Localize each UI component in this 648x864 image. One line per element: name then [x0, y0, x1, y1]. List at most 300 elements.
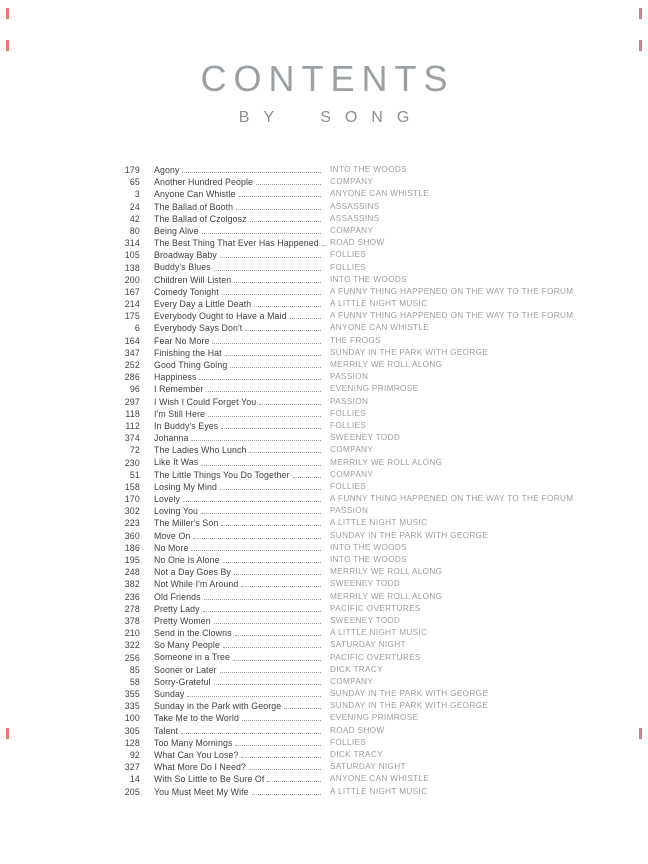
song-page-number: 170: [124, 494, 140, 505]
song-page-number: 80: [129, 225, 140, 236]
dot-leader: [235, 635, 321, 636]
show-name: MERRILY WE ROLL ALONG: [330, 567, 443, 577]
song-page-number: 138: [124, 262, 140, 273]
song-page-number: 14: [129, 774, 140, 785]
show-name: PASSION: [330, 372, 369, 382]
song-title-block: [154, 517, 326, 529]
song-page-number: 214: [124, 299, 140, 310]
toc-row: [0, 700, 648, 712]
show-name: MERRILY WE ROLL ALONG: [330, 591, 443, 601]
toc-row: [0, 761, 648, 773]
song-title: With So Little to Be Sure Of: [154, 774, 265, 785]
toc-row: [0, 749, 648, 761]
toc-row: [0, 188, 648, 200]
show-name: COMPANY: [330, 225, 374, 235]
song-title-block: [154, 322, 326, 334]
toc-row: [0, 469, 648, 481]
dot-leader: [259, 404, 321, 405]
song-page-number: 314: [124, 238, 140, 249]
toc-row: [0, 517, 648, 529]
song-title: The Miller's Son: [154, 518, 219, 529]
dot-leader: [284, 708, 321, 709]
show-name: FOLLIES: [330, 737, 367, 747]
song-title: No More: [154, 542, 189, 553]
dot-leader: [220, 672, 321, 673]
dot-leader: [236, 209, 321, 210]
dot-leader: [241, 757, 321, 758]
song-title-block: [154, 493, 326, 505]
toc-row: [0, 505, 648, 517]
song-page-number: 186: [124, 542, 140, 553]
song-page-number: 100: [124, 713, 140, 724]
dot-leader: [223, 562, 321, 563]
song-title-block: [154, 700, 326, 712]
song-title-block: [154, 225, 326, 237]
dot-leader: [234, 574, 321, 575]
song-title-block: [154, 396, 326, 408]
toc-row: [0, 298, 648, 310]
song-title-block: [154, 298, 326, 310]
song-title-block: [154, 712, 326, 724]
dot-leader: [204, 599, 321, 600]
song-title-block: [154, 664, 326, 676]
song-page-number: 355: [124, 689, 140, 700]
song-title: Children Will Listen: [154, 274, 232, 285]
song-title: Sooner or Later: [154, 664, 217, 675]
song-title-block: [154, 213, 326, 225]
show-name: A FUNNY THING HAPPENED ON THE WAY TO THE FORUM: [330, 286, 574, 296]
song-title: Another Hundred People: [154, 177, 254, 188]
song-title: Move On: [154, 530, 191, 541]
song-title-block: [154, 432, 326, 444]
song-title: I Wish I Could Forget You: [154, 396, 257, 407]
dot-leader: [250, 221, 321, 222]
song-title-block: [154, 444, 326, 456]
song-title: Lovely: [154, 494, 181, 505]
toc-row: [0, 408, 648, 420]
song-title: Broadway Baby: [154, 250, 217, 261]
show-name: COMPANY: [330, 177, 374, 187]
dot-leader: [203, 611, 321, 612]
song-page-number: 210: [124, 628, 140, 639]
dot-leader: [193, 538, 321, 539]
toc-row: [0, 335, 648, 347]
song-title-block: [154, 578, 326, 590]
toc-row: [0, 603, 648, 615]
toc-row: [0, 688, 648, 700]
song-page-number: 327: [124, 762, 140, 773]
dot-leader: [233, 660, 321, 661]
song-page-number: 3: [134, 189, 140, 200]
song-title: The Little Things You Do Together: [154, 469, 290, 480]
toc-row: [0, 225, 648, 237]
song-page-number: 205: [124, 786, 140, 797]
song-title: Not While I'm Around: [154, 579, 239, 590]
song-page-number: 252: [124, 360, 140, 370]
toc-row: [0, 164, 648, 176]
song-page-number: 236: [124, 591, 140, 602]
show-name: COMPANY: [330, 676, 374, 686]
show-name: INTO THE WOODS: [330, 274, 407, 284]
toc-row: [0, 493, 648, 505]
song-title: Like It Was: [154, 457, 199, 468]
toc-row: [0, 676, 648, 688]
dot-leader: [230, 367, 321, 368]
song-title: The Best Thing That Ever Has Happened: [154, 238, 319, 249]
song-title-block: [154, 652, 326, 664]
dot-leader: [245, 330, 321, 331]
dot-leader: [252, 794, 321, 795]
toc-row: [0, 615, 648, 627]
song-page-number: 378: [124, 615, 140, 626]
song-page-number: 85: [129, 664, 140, 675]
toc-row: [0, 481, 648, 493]
song-title-block: [154, 359, 326, 371]
toc-row: [0, 457, 648, 469]
dot-leader: [214, 684, 321, 685]
song-page-number: 286: [124, 372, 140, 383]
song-title-block: [154, 188, 326, 200]
song-title: In Buddy's Eyes: [154, 420, 219, 431]
song-title: Everybody Ought to Have a Maid: [154, 311, 287, 322]
song-page-number: 223: [124, 518, 140, 529]
show-name: A LITTLE NIGHT MUSIC: [330, 518, 428, 528]
dot-leader: [249, 452, 321, 453]
toc-row: [0, 578, 648, 590]
show-name: DICK TRACY: [330, 664, 383, 674]
show-name: FOLLIES: [330, 481, 367, 491]
song-page-number: 175: [124, 311, 140, 322]
show-name: THE FROGS: [330, 335, 381, 345]
song-page-number: 92: [129, 750, 140, 760]
dot-leader: [242, 720, 321, 721]
song-title: The Ladies Who Lunch: [154, 445, 247, 456]
song-page-number: 167: [124, 286, 140, 297]
toc-row: [0, 286, 648, 298]
show-name: SUNDAY IN THE PARK WITH GEORGE: [330, 347, 489, 357]
song-page-number: 24: [129, 201, 140, 212]
song-page-number: 278: [124, 603, 140, 614]
dot-leader: [182, 172, 321, 173]
dot-leader: [191, 550, 321, 551]
song-title: Comedy Tonight: [154, 286, 219, 297]
toc-row: [0, 359, 648, 371]
show-name: ROAD SHOW: [330, 238, 385, 248]
show-name: SUNDAY IN THE PARK WITH GEORGE: [330, 701, 489, 711]
show-name: ANYONE CAN WHISTLE: [330, 774, 430, 784]
show-name: PACIFIC OVERTURES: [330, 652, 421, 662]
toc-row: [0, 444, 648, 456]
show-name: MERRILY WE ROLL ALONG: [330, 457, 443, 467]
dot-leader: [183, 501, 321, 502]
song-title-block: [154, 554, 326, 566]
toc-row: [0, 664, 648, 676]
dot-leader: [290, 318, 321, 319]
song-title: Not a Day Goes By: [154, 567, 231, 578]
song-title-block: [154, 176, 326, 188]
dot-leader: [214, 623, 321, 624]
song-title-block: [154, 457, 326, 469]
song-title: Take Me to the World: [154, 713, 239, 724]
song-title-block: [154, 310, 326, 322]
dot-leader: [249, 769, 321, 770]
show-name: PACIFIC OVERTURES: [330, 603, 421, 613]
dot-leader: [293, 477, 321, 478]
song-title: No One Is Alone: [154, 554, 220, 565]
song-title: Loving You: [154, 506, 199, 517]
song-title-block: [154, 688, 326, 700]
toc-row: [0, 591, 648, 603]
show-name: A LITTLE NIGHT MUSIC: [330, 786, 428, 796]
show-name: SWEENEY TODD: [330, 615, 401, 625]
song-title-block: [154, 725, 326, 737]
show-name: A LITTLE NIGHT MUSIC: [330, 299, 428, 309]
song-title: Send in the Clowns: [154, 628, 232, 639]
song-page-number: 256: [124, 652, 140, 663]
dot-leader: [241, 586, 321, 587]
dot-leader: [201, 513, 321, 514]
song-title: Old Friends: [154, 591, 201, 602]
show-name: DICK TRACY: [330, 750, 383, 759]
toc-row: [0, 310, 648, 322]
song-title: What Can You Lose?: [154, 749, 239, 760]
song-title-block: [154, 761, 326, 773]
dot-leader: [256, 184, 321, 185]
show-name: EVENING PRIMROSE: [330, 713, 419, 723]
dot-leader: [267, 781, 321, 782]
dot-leader: [254, 306, 321, 307]
dot-leader: [239, 196, 321, 197]
song-page-number: 200: [124, 274, 140, 285]
song-title: Someone in a Tree: [154, 652, 231, 663]
song-title: Talent: [154, 725, 179, 736]
dot-leader: [220, 257, 321, 258]
song-title-block: [154, 383, 326, 395]
toc-row: [0, 566, 648, 578]
song-title-block: [154, 773, 326, 785]
song-title: Johanna: [154, 433, 189, 444]
toc-row: [0, 773, 648, 785]
song-title-block: [154, 591, 326, 603]
song-title: Too Many Mornings: [154, 737, 233, 748]
song-title: You Must Meet My Wife: [154, 786, 249, 797]
song-page-number: 105: [124, 250, 140, 261]
dot-leader: [199, 379, 321, 380]
dot-leader: [214, 270, 321, 271]
toc-row: [0, 371, 648, 383]
toc-row: [0, 432, 648, 444]
song-page-number: 382: [124, 579, 140, 590]
song-title: Being Alive: [154, 225, 199, 236]
dot-leader: [221, 525, 321, 526]
song-title: Every Day a Little Death: [154, 299, 252, 310]
song-title-block: [154, 639, 326, 651]
show-name: SUNDAY IN THE PARK WITH GEORGE: [330, 689, 489, 699]
toc-row: [0, 652, 648, 664]
toc-row: [0, 201, 648, 213]
song-title-block: [154, 469, 326, 481]
toc-row: [0, 237, 648, 249]
song-title-block: [154, 249, 326, 261]
song-page-number: 42: [129, 213, 140, 224]
song-page-number: 58: [129, 676, 140, 687]
song-title-block: [154, 615, 326, 627]
dot-leader: [187, 696, 321, 697]
toc-row: [0, 262, 648, 274]
dot-leader: [225, 355, 321, 356]
toc-row: [0, 737, 648, 749]
show-name: INTO THE WOODS: [330, 165, 407, 174]
song-page-number: 195: [124, 555, 140, 565]
dot-leader: [181, 733, 321, 734]
song-title: Happiness: [154, 372, 197, 383]
song-title: Losing My Mind: [154, 481, 218, 492]
song-title-block: [154, 347, 326, 359]
dot-leader: [223, 647, 321, 648]
song-title-block: [154, 201, 326, 213]
registration-mark: [639, 40, 642, 51]
show-name: A FUNNY THING HAPPENED ON THE WAY TO THE FORUM: [330, 494, 574, 504]
registration-mark: [6, 40, 9, 51]
song-title: The Ballad of Booth: [154, 201, 234, 212]
toc-row: [0, 554, 648, 566]
dot-leader: [221, 428, 321, 429]
song-title: Good Thing Going: [154, 359, 228, 370]
song-title: I Remember: [154, 384, 204, 395]
dot-leader: [202, 233, 321, 234]
song-title: The Ballad of Czolgosz: [154, 213, 247, 224]
song-title: Sunday in the Park with George: [154, 701, 282, 712]
song-title: Agony: [154, 164, 180, 175]
toc-row: [0, 347, 648, 359]
song-page-number: 335: [124, 701, 140, 712]
dot-leader: [322, 245, 326, 246]
registration-mark: [6, 8, 9, 19]
song-title-block: [154, 286, 326, 298]
song-title-block: [154, 420, 326, 432]
show-name: SATURDAY NIGHT: [330, 762, 406, 772]
song-title-block: [154, 164, 326, 176]
show-name: PASSION: [330, 506, 369, 516]
song-page-number: 51: [129, 469, 140, 480]
song-page-number: 96: [129, 384, 140, 395]
song-title-block: [154, 749, 326, 761]
song-page-number: 230: [124, 457, 140, 468]
show-name: SWEENEY TODD: [330, 433, 401, 443]
toc-row: [0, 383, 648, 395]
song-page-number: 6: [134, 323, 140, 334]
show-name: ASSASSINS: [330, 213, 380, 223]
toc-row: [0, 213, 648, 225]
song-title-block: [154, 408, 326, 420]
song-page-number: 302: [124, 506, 140, 517]
dot-leader: [191, 440, 321, 441]
song-page-number: 164: [124, 335, 140, 346]
dot-leader: [220, 489, 321, 490]
song-title-block: [154, 274, 326, 286]
song-page-number: 128: [124, 737, 140, 748]
song-page-number: 179: [124, 165, 140, 175]
song-page-number: 158: [124, 481, 140, 492]
toc-row: [0, 322, 648, 334]
song-title: Pretty Lady: [154, 603, 200, 614]
toc-row: [0, 420, 648, 432]
song-title-block: [154, 627, 326, 639]
song-title: Everybody Says Don't: [154, 323, 243, 334]
show-name: FOLLIES: [330, 420, 367, 430]
song-page-number: 65: [129, 177, 140, 188]
song-title-block: [154, 335, 326, 347]
song-page-number: 248: [124, 567, 140, 578]
dot-leader: [206, 391, 321, 392]
show-name: ANYONE CAN WHISTLE: [330, 189, 430, 199]
song-title-block: [154, 262, 326, 274]
show-name: A FUNNY THING HAPPENED ON THE WAY TO THE FORUM: [330, 311, 574, 321]
song-title: So Many People: [154, 640, 220, 651]
song-page-number: 305: [124, 725, 140, 736]
song-title: Sunday: [154, 689, 185, 700]
show-name: FOLLIES: [330, 250, 367, 260]
song-page-number: 347: [124, 347, 140, 358]
page-subtitle: BY SONG: [238, 109, 424, 126]
song-page-number: 322: [124, 640, 140, 651]
song-page-number: 118: [125, 408, 140, 419]
song-title-block: [154, 566, 326, 578]
show-name: PASSION: [330, 396, 369, 406]
song-page-number: 112: [125, 420, 140, 431]
song-page-number: 374: [124, 433, 140, 444]
song-list: [0, 164, 648, 798]
dot-leader: [235, 745, 321, 746]
song-title-block: [154, 371, 326, 383]
song-title: Buddy's Blues: [154, 262, 211, 273]
song-title-block: [154, 737, 326, 749]
song-title: Pretty Women: [154, 615, 211, 626]
toc-row: [0, 725, 648, 737]
song-title-block: [154, 505, 326, 517]
toc-row: [0, 249, 648, 261]
toc-row: [0, 627, 648, 639]
show-name: EVENING PRIMROSE: [330, 384, 419, 394]
toc-row: [0, 530, 648, 542]
show-name: SUNDAY IN THE PARK WITH GEORGE: [330, 530, 489, 540]
song-page-number: 297: [124, 396, 140, 407]
song-title-block: [154, 603, 326, 615]
song-title: What More Do I Need?: [154, 762, 246, 773]
song-title: Anyone Can Whistle: [154, 189, 236, 200]
show-name: COMPANY: [330, 469, 374, 479]
dot-leader: [212, 343, 321, 344]
show-name: ROAD SHOW: [330, 725, 385, 735]
show-name: ASSASSINS: [330, 201, 380, 211]
dot-leader: [234, 282, 321, 283]
song-title: I'm Still Here: [154, 408, 205, 419]
song-title: Finishing the Hat: [154, 347, 222, 358]
show-name: A LITTLE NIGHT MUSIC: [330, 628, 428, 638]
show-name: FOLLIES: [330, 262, 367, 272]
show-name: MERRILY WE ROLL ALONG: [330, 360, 443, 369]
song-title-block: [154, 237, 326, 249]
song-title-block: [154, 676, 326, 688]
toc-row: [0, 639, 648, 651]
toc-row: [0, 396, 648, 408]
song-title-block: [154, 481, 326, 493]
toc-row: [0, 274, 648, 286]
dot-leader: [208, 416, 321, 417]
page-title: CONTENTS: [200, 58, 455, 99]
toc-row: [0, 786, 648, 798]
registration-mark: [639, 8, 642, 19]
